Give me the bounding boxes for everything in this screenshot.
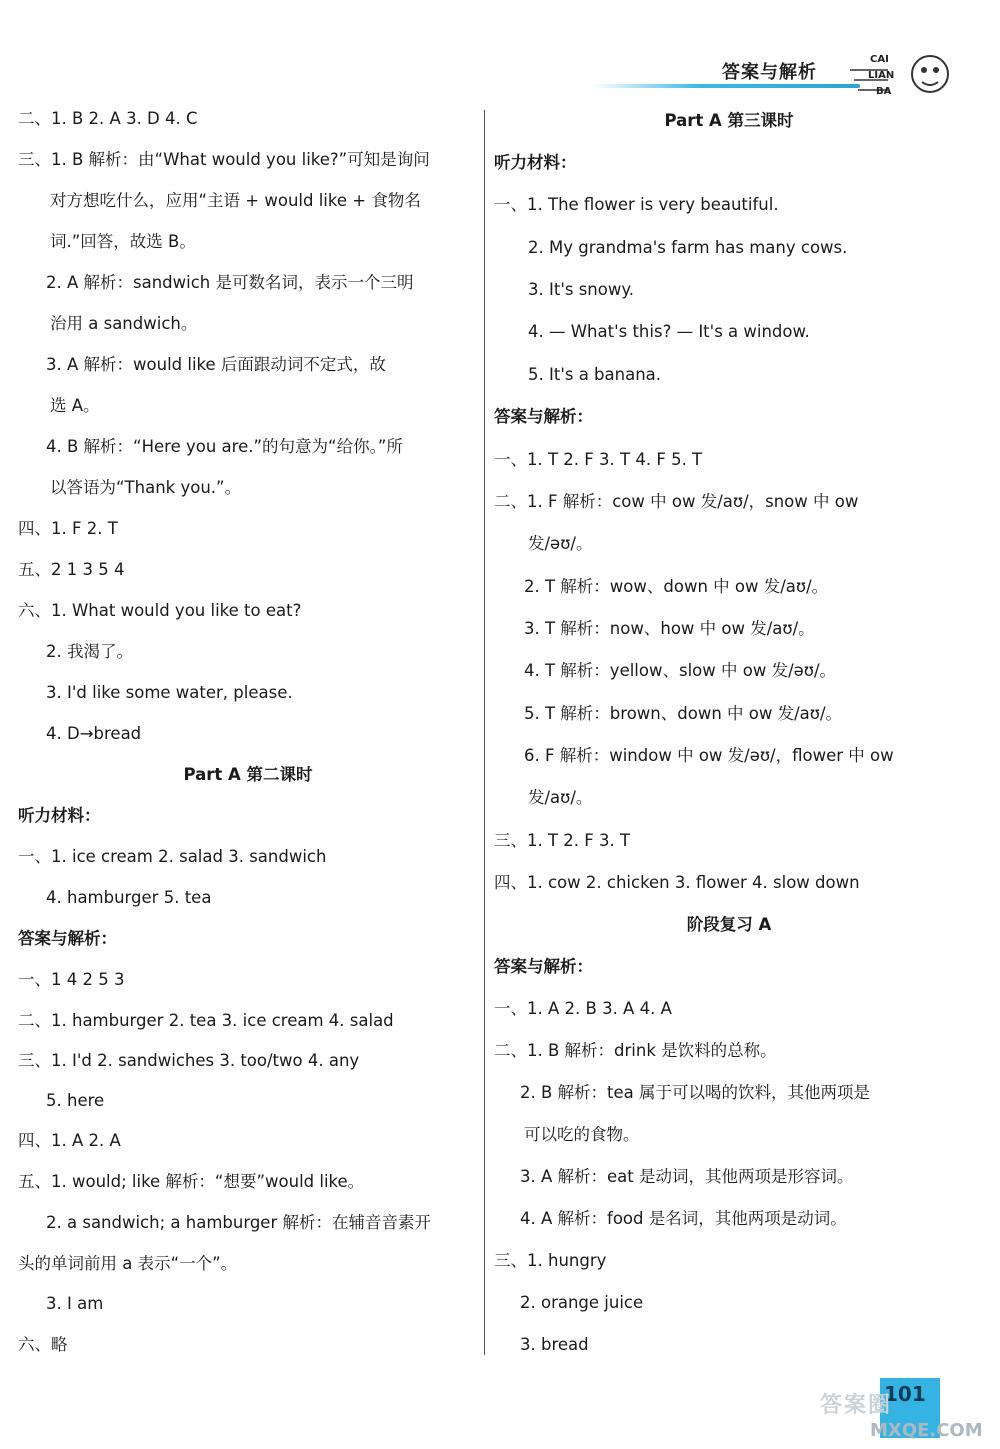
answer-line: 4. T 解析：yellow、slow 中 ow 发/əʊ/。 bbox=[524, 661, 837, 680]
answer-line: 词.”回答，故选 B。 bbox=[50, 232, 196, 251]
answer-line: 6. F 解析：window 中 ow 发/əʊ/，flower 中 ow bbox=[524, 746, 894, 765]
answer-line: 2. 我渴了。 bbox=[46, 642, 133, 661]
answer-line: 3. A 解析：eat 是动词，其他两项是形容词。 bbox=[520, 1167, 854, 1186]
answer-line: 三、1. T 2. F 3. T bbox=[494, 831, 631, 850]
subsection-title: 听力材料： bbox=[18, 806, 101, 825]
answer-line: 2. orange juice bbox=[520, 1293, 644, 1312]
answer-line: 3. I'd like some water, please. bbox=[46, 683, 293, 702]
answer-line: 三、1. I'd 2. sandwiches 3. too/two 4. any bbox=[18, 1051, 360, 1070]
column-divider bbox=[484, 110, 485, 1355]
answer-line: 六、略 bbox=[18, 1335, 68, 1354]
answer-line: 4. — What's this? — It's a window. bbox=[528, 322, 810, 341]
section-title: Part A 第二课时 bbox=[183, 765, 313, 784]
answer-line: 一、1. ice cream 2. salad 3. sandwich bbox=[18, 847, 327, 866]
answer-line: 发/əʊ/。 bbox=[528, 534, 593, 553]
answer-line: 2. My grandma's farm has many cows. bbox=[528, 238, 848, 257]
answer-line: 3. I am bbox=[46, 1294, 104, 1313]
answer-line: 一、1. A 2. B 3. A 4. A bbox=[494, 999, 672, 1018]
svg-text:CAI: CAI bbox=[870, 54, 889, 65]
answer-line: 治用 a sandwich。 bbox=[50, 314, 198, 333]
answer-line: 3. A 解析：would like 后面跟动词不定式，故 bbox=[46, 355, 386, 374]
answer-line: 2. B 解析：tea 属于可以喝的饮料，其他两项是 bbox=[520, 1083, 871, 1102]
header-title: 答案与解析 bbox=[722, 62, 817, 83]
page-number: 101 bbox=[884, 1382, 926, 1406]
answer-line: 一、1. The flower is very beautiful. bbox=[494, 195, 779, 214]
answer-line: 3. It's snowy. bbox=[528, 280, 635, 299]
answer-line: 二、1. B 解析：drink 是饮料的总称。 bbox=[494, 1041, 777, 1060]
section-title: 阶段复习 A bbox=[686, 915, 772, 934]
answer-line: 六、1. What would you like to eat? bbox=[18, 601, 302, 620]
answer-line: 2. A 解析：sandwich 是可数名词，表示一个三明 bbox=[46, 273, 414, 292]
answer-line: 4. B 解析：“Here you are.”的句意为“给你。”所 bbox=[46, 437, 403, 456]
answer-line: 5. T 解析：brown、down 中 ow 发/aʊ/。 bbox=[524, 704, 843, 723]
answer-line: 头的单词前用 a 表示“一个”。 bbox=[18, 1254, 238, 1273]
answer-line: 对方想吃什么，应用“主语 + would like + 食物名 bbox=[50, 191, 421, 210]
header-rule bbox=[592, 84, 860, 88]
answer-line: 二、1. hamburger 2. tea 3. ice cream 4. salad bbox=[18, 1011, 394, 1030]
answer-line: 五、1. would; like 解析：“想要”would like。 bbox=[18, 1172, 365, 1191]
section-title: Part A 第三课时 bbox=[664, 111, 794, 130]
answer-line: 一、1. T 2. F 3. T 4. F 5. T bbox=[494, 450, 703, 469]
answer-line: 三、1. hungry bbox=[494, 1251, 607, 1270]
answer-line: 二、1. F 解析：cow 中 ow 发/aʊ/，snow 中 ow bbox=[494, 492, 859, 511]
answer-line: 5. here bbox=[46, 1091, 105, 1110]
answer-line: 3. T 解析：now、how 中 ow 发/aʊ/。 bbox=[524, 619, 815, 638]
answer-line: 2. T 解析：wow、down 中 ow 发/aʊ/。 bbox=[524, 577, 829, 596]
subsection-title: 答案与解析： bbox=[18, 929, 117, 948]
answer-line: 以答语为“Thank you.”。 bbox=[50, 478, 242, 497]
svg-text:LIAN: LIAN bbox=[868, 70, 895, 81]
answer-line: 4. A 解析：food 是名词，其他两项是动词。 bbox=[520, 1209, 847, 1228]
answer-line: 四、1. A 2. A bbox=[18, 1131, 121, 1150]
answer-line: 一、1 4 2 5 3 bbox=[18, 970, 125, 989]
subsection-title: 听力材料： bbox=[494, 153, 577, 172]
subsection-title: 答案与解析： bbox=[494, 407, 593, 426]
answer-line: 四、1. F 2. T bbox=[18, 519, 118, 538]
answer-line: 4. hamburger 5. tea bbox=[46, 888, 212, 907]
svg-text:BA: BA bbox=[876, 86, 892, 97]
answer-line: 五、2 1 3 5 4 bbox=[18, 560, 125, 579]
answer-line: 5. It's a banana. bbox=[528, 365, 662, 384]
answer-line: 2. a sandwich; a hamburger 解析：在辅音音素开 bbox=[46, 1213, 431, 1232]
answer-line: 可以吃的食物。 bbox=[524, 1125, 640, 1144]
answer-line: 3. bread bbox=[520, 1335, 589, 1354]
watermark: 答案圈 bbox=[820, 1393, 893, 1418]
answer-line: 二、1. B 2. A 3. D 4. C bbox=[18, 109, 198, 128]
subsection-title: 答案与解析： bbox=[494, 957, 593, 976]
logo-icon bbox=[848, 40, 958, 110]
answer-line: 三、1. B 解析：由“What would you like?”可知是询问 bbox=[18, 150, 430, 169]
answer-line: 选 A。 bbox=[50, 396, 100, 415]
answer-line: 发/aʊ/。 bbox=[528, 788, 593, 807]
answer-line: 4. D→bread bbox=[46, 724, 142, 743]
answer-line: 四、1. cow 2. chicken 3. flower 4. slow down bbox=[494, 873, 860, 892]
watermark-url: MXQE.COM bbox=[870, 1420, 983, 1441]
